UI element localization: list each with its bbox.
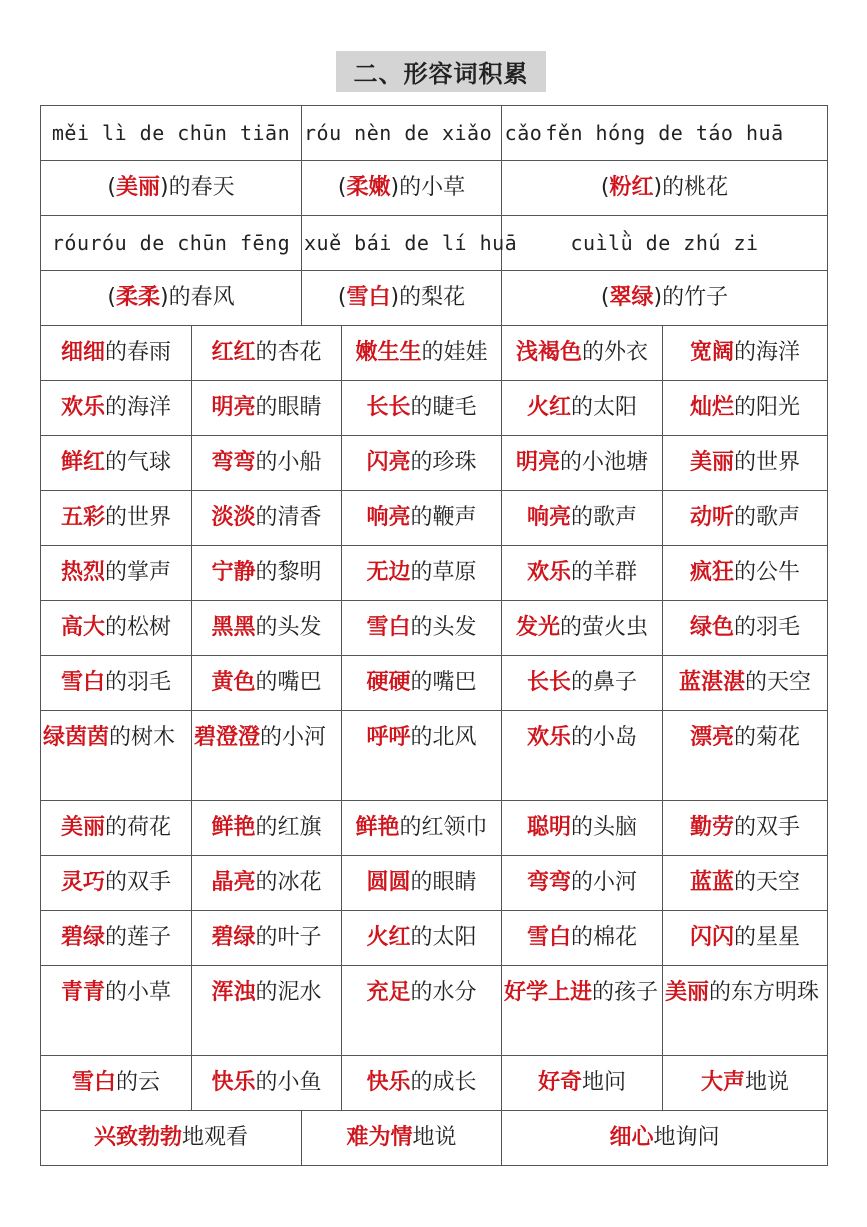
adjective-word: 动听 [689,505,734,530]
noun-phrase: 的眼睛 [410,870,477,895]
noun-phrase: 地说 [412,1125,457,1150]
adjective-word: 细细 [60,340,105,365]
adjective-word: 难为情 [346,1125,413,1150]
phrase-cell [342,381,502,436]
adjective-word: 快乐 [211,1070,256,1095]
phrase-cell [663,911,828,966]
adjective-word: 雪白 [60,670,105,695]
pinyin-cell: fěn hóng de táo huā [502,106,828,161]
phrase-cell [41,966,192,1056]
noun-phrase: 地问 [582,1070,627,1095]
phrase-row [41,1111,828,1166]
adjective-word: 兴致勃勃 [93,1125,182,1150]
adjective-word: 碧绿 [60,925,105,950]
noun-phrase: 的嘴巴 [255,670,322,695]
noun-phrase: 的萤火虫 [560,615,649,640]
noun-phrase: 的春雨 [105,340,172,365]
phrase-cell [192,966,342,1056]
adjective-word: 灿烂 [689,395,734,420]
phrase-row [41,381,828,436]
adjective-word: 美丽 [115,175,160,200]
noun-phrase: 的太阳 [571,395,638,420]
adjective-word: 红红 [211,340,256,365]
noun-phrase: 的红旗 [255,815,322,840]
noun-phrase: 的春天 [168,175,235,200]
noun-phrase: 的掌声 [105,560,172,585]
adjective-word: 浅褐色 [515,340,582,365]
noun-phrase: 的东方明珠 [709,980,820,1005]
noun-phrase: 的小岛 [571,725,638,750]
noun-phrase: 的鞭声 [410,505,477,530]
phrase-cell [663,546,828,601]
phrase-cell [342,1056,502,1111]
noun-phrase: 的春风 [168,285,235,310]
phrase-cell [663,326,828,381]
pinyin-cell: měi lì de chūn tiān [41,106,302,161]
phrase-cell [663,381,828,436]
phrase-cell [41,801,192,856]
phrase-row [41,1056,828,1111]
noun-phrase: 的世界 [734,450,801,475]
noun-phrase: 的外衣 [582,340,649,365]
noun-phrase: 的鼻子 [571,670,638,695]
adjective-word: 发光 [515,615,560,640]
adjective-word: 黑黑 [211,615,256,640]
phrase-cell [192,856,342,911]
adjective-word: 响亮 [526,505,571,530]
phrase-cell [342,711,502,801]
answer-cell: (翠绿)的竹子 [502,271,828,326]
adjective-word: 细心 [609,1125,654,1150]
phrase-cell [502,1111,828,1166]
noun-phrase: 的歌声 [734,505,801,530]
phrase-cell [502,491,663,546]
adjective-word: 聪明 [526,815,571,840]
pinyin-row [41,216,828,271]
phrase-cell [502,966,663,1056]
noun-phrase: 的棉花 [571,925,638,950]
noun-phrase: 的海洋 [105,395,172,420]
noun-phrase: 的小船 [255,450,322,475]
adjective-word: 硬硬 [366,670,411,695]
adjective-word: 明亮 [515,450,560,475]
phrase-row [41,326,828,381]
phrase-cell [41,491,192,546]
noun-phrase: 的桃花 [662,175,729,200]
adjective-word: 欢乐 [526,725,571,750]
noun-phrase: 的头发 [255,615,322,640]
phrase-cell [502,326,663,381]
phrase-row [41,966,828,1056]
phrase-cell [502,601,663,656]
noun-phrase: 的羽毛 [734,615,801,640]
adjective-word: 黄色 [211,670,256,695]
adjective-word: 鲜艳 [211,815,256,840]
answer-cell: (雪白)的梨花 [302,271,502,326]
noun-phrase: 的小鱼 [255,1070,322,1095]
adjective-word: 雪白 [346,285,391,310]
adjective-word: 高大 [60,615,105,640]
adjective-word: 嫩生生 [355,340,422,365]
noun-phrase: 的杏花 [255,340,322,365]
adjective-word: 雪白 [526,925,571,950]
phrase-cell [192,326,342,381]
phrase-cell [192,656,342,711]
noun-phrase: 的小河 [571,870,638,895]
pinyin-row [41,106,828,161]
adjective-word: 晶亮 [211,870,256,895]
phrase-cell [502,801,663,856]
adjective-word: 响亮 [366,505,411,530]
adjective-word: 圆圆 [366,870,411,895]
pinyin-cell: róuróu de chūn fēng [41,216,302,271]
noun-phrase: 的娃娃 [421,340,488,365]
noun-phrase: 的荷花 [105,815,172,840]
adjective-word: 五彩 [60,505,105,530]
phrase-row [41,491,828,546]
phrase-cell [192,491,342,546]
noun-phrase: 的眼睛 [255,395,322,420]
adjective-word: 勤劳 [689,815,734,840]
noun-phrase: 的水分 [410,980,477,1005]
noun-phrase: 的世界 [105,505,172,530]
phrase-cell [41,1111,302,1166]
pinyin-cell: róu nèn de xiǎo cǎo [302,106,502,161]
noun-phrase: 的头发 [410,615,477,640]
noun-phrase: 的草原 [410,560,477,585]
adjective-word: 弯弯 [526,870,571,895]
adjective-word: 漂亮 [689,725,734,750]
phrase-cell [663,966,828,1056]
phrase-cell [192,381,342,436]
adjective-word: 青青 [60,980,105,1005]
adjective-word: 明亮 [211,395,256,420]
adjective-word: 蓝湛湛 [678,670,745,695]
adjective-word: 鲜红 [60,450,105,475]
noun-phrase: 的小池塘 [560,450,649,475]
noun-phrase: 的头脑 [571,815,638,840]
noun-phrase: 地观看 [182,1125,249,1150]
noun-phrase: 的小草 [399,175,466,200]
adjective-word: 好奇 [537,1070,582,1095]
phrase-cell [342,856,502,911]
adjective-word: 美丽 [689,450,734,475]
adjective-word: 柔柔 [115,285,160,310]
adjective-word: 鲜艳 [355,815,400,840]
pinyin-cell: cuìlǜ de zhú zi [502,216,828,271]
noun-phrase: 的红领巾 [399,815,488,840]
adjective-word: 柔嫩 [346,175,391,200]
phrase-cell [663,601,828,656]
noun-phrase: 的嘴巴 [410,670,477,695]
phrase-cell [663,856,828,911]
phrase-cell [342,601,502,656]
phrase-cell [502,381,663,436]
noun-phrase: 的北风 [410,725,477,750]
adjective-word: 灵巧 [60,870,105,895]
bracket-row [41,161,828,216]
answer-cell: (柔柔)的春风 [41,271,302,326]
adjective-word: 弯弯 [211,450,256,475]
phrase-cell [342,966,502,1056]
noun-phrase: 的菊花 [734,725,801,750]
noun-phrase: 的公牛 [734,560,801,585]
noun-phrase: 的松树 [105,615,172,640]
phrase-cell [41,381,192,436]
adjective-word: 无边 [366,560,411,585]
phrase-cell [192,1056,342,1111]
noun-phrase: 的双手 [734,815,801,840]
phrase-cell [502,436,663,491]
noun-phrase: 的冰花 [255,870,322,895]
noun-phrase: 的羊群 [571,560,638,585]
adjective-word: 欢乐 [526,560,571,585]
phrase-cell [663,801,828,856]
noun-phrase: 的睫毛 [410,395,477,420]
noun-phrase: 的成长 [410,1070,477,1095]
noun-phrase: 的阳光 [734,395,801,420]
adjective-word: 浑浊 [211,980,256,1005]
noun-phrase: 地询问 [653,1125,720,1150]
adjective-word: 美丽 [665,980,710,1005]
adjective-word: 绿色 [689,615,734,640]
phrase-cell [192,601,342,656]
adjective-word: 粉红 [609,175,654,200]
adjective-word: 好学上进 [504,980,593,1005]
noun-phrase: 的孩子 [592,980,659,1005]
noun-phrase: 的树木 [109,725,176,750]
noun-phrase: 的气球 [105,450,172,475]
phrase-row [41,711,828,801]
noun-phrase: 的星星 [734,925,801,950]
noun-phrase: 的叶子 [255,925,322,950]
phrase-cell [41,546,192,601]
phrase-cell [41,711,192,801]
phrase-cell [502,911,663,966]
phrase-cell [502,656,663,711]
phrase-cell [663,491,828,546]
answer-cell: (美丽)的春天 [41,161,302,216]
phrase-cell [192,801,342,856]
adjective-word: 欢乐 [60,395,105,420]
adjective-table [40,105,828,1166]
adjective-word: 宁静 [211,560,256,585]
adjective-word: 闪亮 [366,450,411,475]
pinyin-cell: xuě bái de lí huā [302,216,502,271]
phrase-cell [342,326,502,381]
phrase-cell [41,856,192,911]
phrase-cell [342,491,502,546]
noun-phrase: 的海洋 [734,340,801,365]
phrase-row [41,436,828,491]
phrase-cell [41,1056,192,1111]
adjective-word: 呼呼 [366,725,411,750]
phrase-row [41,801,828,856]
phrase-row [41,911,828,966]
answer-cell: (粉红)的桃花 [502,161,828,216]
adjective-word: 碧绿 [211,925,256,950]
adjective-word: 雪白 [366,615,411,640]
phrase-cell [342,436,502,491]
adjective-word: 淡淡 [211,505,256,530]
noun-phrase: 的歌声 [571,505,638,530]
phrase-cell [502,856,663,911]
adjective-word: 长长 [526,670,571,695]
noun-phrase: 的云 [116,1070,161,1095]
phrase-cell [342,656,502,711]
adjective-word: 充足 [366,980,411,1005]
phrase-cell [41,911,192,966]
noun-phrase: 的小草 [105,980,172,1005]
phrase-cell [302,1111,502,1166]
phrase-cell [502,711,663,801]
phrase-cell [342,911,502,966]
adjective-word: 蓝蓝 [689,870,734,895]
noun-phrase: 的竹子 [662,285,729,310]
adjective-word: 美丽 [60,815,105,840]
phrase-row [41,856,828,911]
phrase-cell [663,711,828,801]
noun-phrase: 的天空 [734,870,801,895]
adjective-word: 疯狂 [689,560,734,585]
noun-phrase: 地说 [745,1070,790,1095]
noun-phrase: 的莲子 [105,925,172,950]
phrase-cell [192,546,342,601]
phrase-cell [192,436,342,491]
phrase-cell [342,801,502,856]
noun-phrase: 的羽毛 [105,670,172,695]
noun-phrase: 的双手 [105,870,172,895]
adjective-word: 火红 [366,925,411,950]
noun-phrase: 的黎明 [255,560,322,585]
adjective-word: 快乐 [366,1070,411,1095]
phrase-cell [41,601,192,656]
phrase-cell [192,711,342,801]
adjective-word: 热烈 [60,560,105,585]
answer-cell: (柔嫩)的小草 [302,161,502,216]
phrase-cell [663,656,828,711]
phrase-cell [502,1056,663,1111]
bracket-row [41,271,828,326]
adjective-word: 翠绿 [609,285,654,310]
noun-phrase: 的小河 [260,725,327,750]
adjective-word: 大声 [700,1070,745,1095]
noun-phrase: 的梨花 [399,285,466,310]
phrase-cell [41,436,192,491]
page-title: 二、形容词积累 [336,51,546,92]
phrase-cell [342,546,502,601]
noun-phrase: 的清香 [255,505,322,530]
noun-phrase: 的太阳 [410,925,477,950]
phrase-cell [192,911,342,966]
phrase-row [41,546,828,601]
noun-phrase: 的天空 [745,670,812,695]
adjective-word: 长长 [366,395,411,420]
phrase-cell [502,546,663,601]
phrase-cell [663,1056,828,1111]
noun-phrase: 的珍珠 [410,450,477,475]
phrase-cell [41,656,192,711]
phrase-row [41,601,828,656]
phrase-cell [41,326,192,381]
noun-phrase: 的泥水 [255,980,322,1005]
adjective-word: 宽阔 [689,340,734,365]
adjective-word: 碧澄澄 [194,725,261,750]
adjective-word: 绿茵茵 [43,725,110,750]
adjective-word: 雪白 [71,1070,116,1095]
adjective-word: 闪闪 [689,925,734,950]
adjective-word: 火红 [526,395,571,420]
phrase-row [41,656,828,711]
phrase-cell [663,436,828,491]
